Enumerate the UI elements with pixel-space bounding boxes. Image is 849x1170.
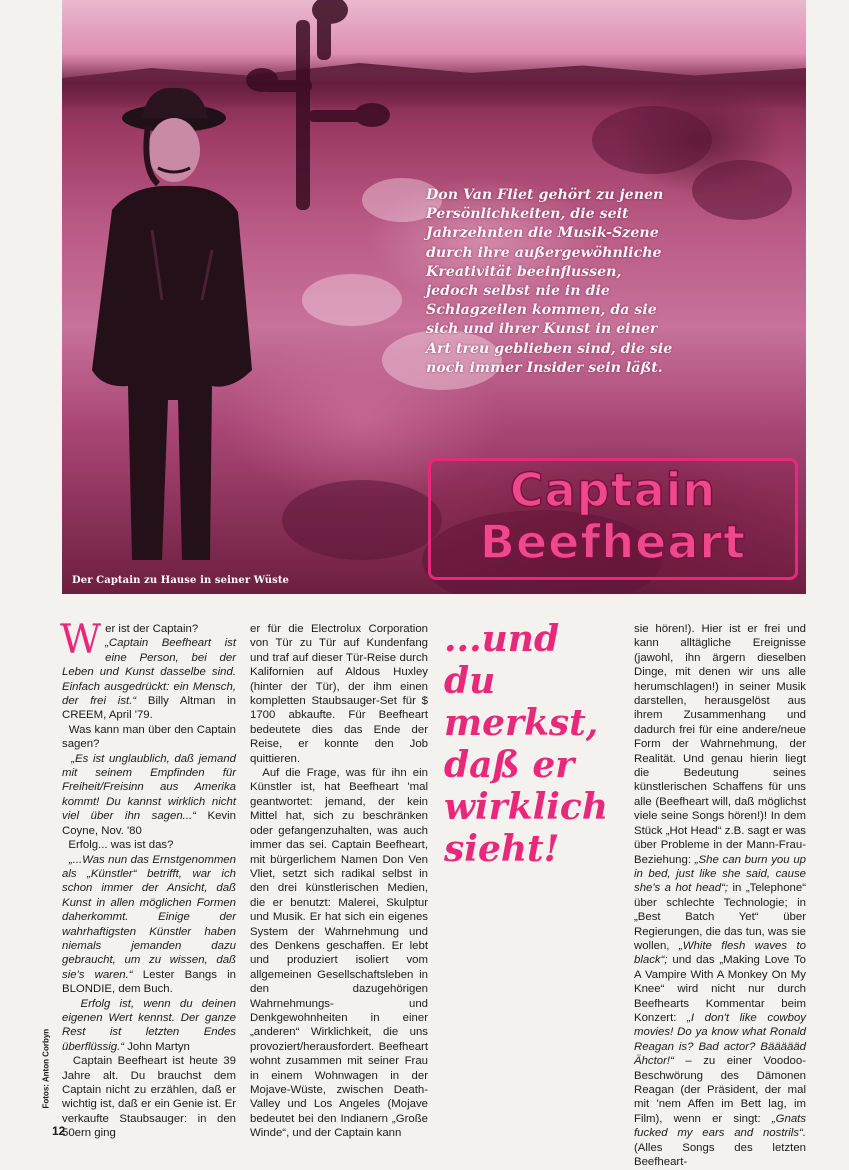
article-column-2 [250,622,428,1141]
quote: Erfolg ist, wenn du deinen eigenen Wert kennst. Der ganze Rest ist letzten Endes überflüssig.“ [62,997,236,1053]
paragraph: Erfolg... was ist das? [68,839,174,852]
paragraph: (Alles Songs des letzten Beefheart- [634,1141,806,1169]
paragraph: Captain Beefheart ist heute 39 Jahre alt. Du brauchst dem Captain nicht zu erzählen, daß er wichtig ist, daß er ein Genie ist. Er verkaufte Staubsauger: in den 50ern ging [62,1055,236,1140]
article-column-1 [60,617,236,1141]
pull-quote: ...und du merkst, daß er wirklich sieht! [444,618,609,870]
paragraph: er ist der Captain? [105,623,199,635]
quote-source: Kevin Coyne, Nov. '80 [62,810,236,837]
quote: „Es ist unglaublich, daß jemand mit seinem Empfinden für Freiheit/Freisinn aus Amerika kommt! Du kannst wirklich nicht viel über ihn sagen...“ [62,752,236,823]
hero-photo [62,0,806,594]
title-box [428,458,798,580]
paragraph: Was kann man über den Captain sagen? [62,723,236,751]
quote-source: John Martyn [124,1040,190,1053]
paragraph: und das „Making Love To A Vampire With A Monkey On My Knee“ wird nicht nur durch Beefhearts Kommentar beim Konzert: [634,954,806,1024]
quote: „She can burn you up in bed, just like she said, cause she's a hot head“; [634,853,806,895]
paragraph: – zu einer Voodoo-Beschwörung des Dämonen Reagan (der Präsident, der mal mit 'nem Affen im Bett lag, im Film), wenn er singt: [634,1055,806,1125]
joshua-tree-icon [246,0,390,210]
quote: „Gnats fucked my ears and nostrils“. [634,1112,807,1140]
article-column-4 [634,622,806,1169]
photo-credit-text: Fotos: Anton Corbyn [41,1028,51,1109]
photo-caption: Der Captain zu Hause in seiner Wüste [72,575,289,586]
quote-source: Lester Bangs in BLONDIE, dem Buch. [62,968,236,996]
intro-text: Don Van Fliet gehört zu jenen Persönlichkeiten, die seit Jahrzehnten die Musik-Szene durch ihre außergewöhnliche Kreativität beeinflussen, jedoch selbst nie in die Schlagzeilen kommen, da sie sich und ihrer Kunst in einer Art treu geblieben sind, die sie noch immer Insider sein läßt. [426,187,673,376]
paragraph: Auf die Frage, was für ihn ein Künstler ist, hat Beefheart 'mal geantwortet: jemand, der kein Mittel hat, sich zu beschränken oder gefangenzuhalten, was auch immer das sei. Captain Beefheart, mit bürgerlichem Namen Don Ven Vliet, setzt sich radikal selbst in den drei künstlerischen Medien, die er benutzt: Malerei, Skulptur und Musik. Er hat sich ein eigenes System der Wahrnehmung und des Denkens geschaffen. Er lebt und produziert isoliert vom allgemeinen Gesellschaftsleben in den dazugehörigen Wahrnehmungs- und Denkgewohnheiten in einer „anderen“ Wirklichkeit, die uns provoziert/herausfordert. Beefheart wohnt zusammen mit seiner Frau in einem Wohnwagen in der Mojave-Wüste, zwischen Death-Valley und Los Angeles (Mojave bedeutet bei den Indianern „Große Winde“, und der Captain kann [250,767,428,1140]
quote: „...Was nun das Ernstgenommen als „Künstler“ betrifft, war ich schon immer der Ansicht, daß Kunst in allen möglichen Formen daherkommt. Einige der wahrhaftigsten Künstler haben niemals jemanden dazu gebraucht, um zu wissen, daß sie's waren.“ [62,853,236,981]
quote: „White flesh waves to black“; [634,939,807,967]
man-figure [92,88,252,560]
drop-cap: W [60,617,102,663]
quote: „I don't like cowboy movies! Do ya know what Ronald Reagan is? Bad actor? Bäääääd Ähctor!“ [634,1011,806,1068]
title-line-1: Captain [509,463,717,517]
photo-credit [40,1030,52,1110]
quote: „Captain Beefheart ist eine Person, bei der Leben und Kunst dasselbe sind. Einfach ausgedrückt: ein Mensch, der frei ist.“ [62,637,236,708]
page-number: 12 [52,1124,66,1138]
quote-source: Billy Altman in CREEM, April '79. [62,695,236,722]
paragraph: er für die Electrolux Corporation von Tür zu Tür auf Kundenfang und traf auf dieser Tür-Reise durch Kalifornien auf Aldous Huxley (hinter der Tür), der ihm einen kompletten Staubsauger-Set für $ 1700 abkaufte. Für Beefheart bedeutete dies das Ende der Reise, er konnte den Job quittieren. [250,623,428,765]
title-line-2: Beefheart [479,515,747,569]
paragraph: sie hören!). Hier ist er frei und kann alltägliche Ereignisse (jawohl, ihn ärgern dieselben Dinge, mit denen wir uns alle herumschlagen!) in seiner Musik darstellen, herausgelöst aus ihrem Zusammenhang und dadurch frei für eine andere/neue Form der Wahrnehmung, der Realität. Und genau hierin liegt die Bedeutung seines künstlerischen Schaffens für uns alle (Beefheart will, daß möglichst viele seine Songs hören!)! In dem Stück „Hot Head“ z.B. sagt er was über Probleme in der Mann-Frau-Beziehung: [634,623,806,866]
paragraph: in „Telephone“ über schlechte Technologie; in „Best Batch Yet“ über Regierungen, die das tun, was sie wollen, [634,882,806,952]
